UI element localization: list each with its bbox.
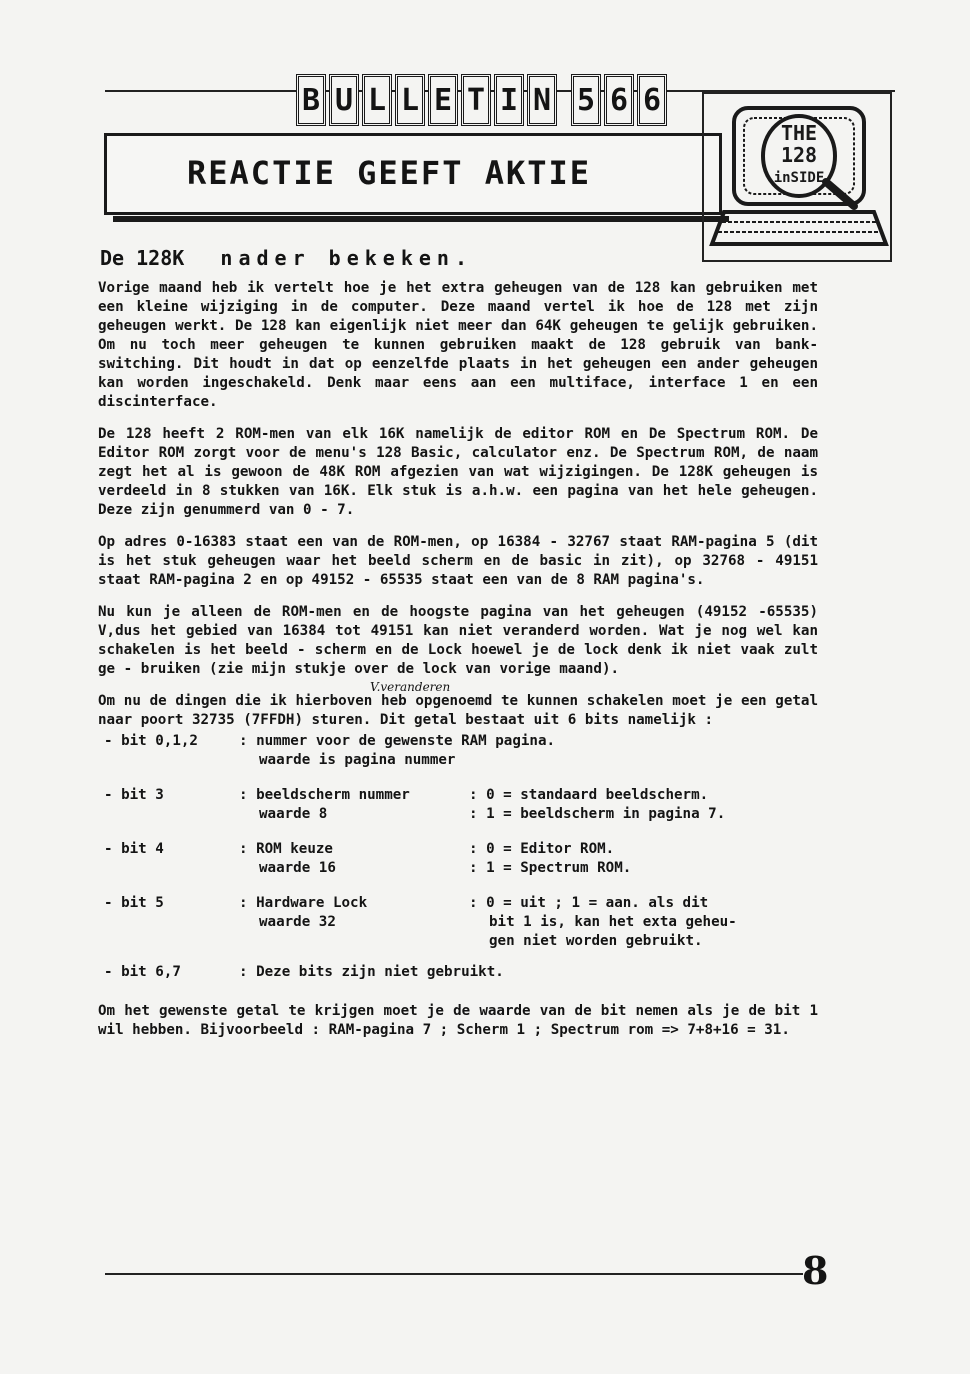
bit-value: : 0 = Editor ROM. [469, 841, 615, 857]
bit-desc-2: waarde is pagina nummer [259, 752, 456, 768]
bit-row [98, 963, 818, 982]
paragraph: De 128 heeft 2 ROM-men van elk 16K namelijk de editor ROM en De Spectrum ROM. De Editor ROM zorgt voor de menu's 128 Basic, calculator enz. De Spectrum ROM, de naam zegt het al is gewoon de 48K ROM afgezien van wat wijzigingen. De 128K geheugen is verdeeld in 8 stukken van 16K. Elk stuk is a.h.w. een pagina van het hele geheugen. Deze zijn genummerd van 0 - 7. [98, 426, 818, 518]
bit-value: : 1 = Spectrum ROM. [469, 860, 632, 876]
subhead-part1: De 128K [100, 246, 185, 270]
paragraph: Op adres 0-16383 staat een van de ROM-men, op 16384 - 32767 staat RAM-pagina 5 (dit is het stuk geheugen waar het beeld scherm en de basic in zit), op 32768 - 49151 staat RAM-pagina 2 en op 49152 - 65535 staat een van de 8 RAM pagina's. [98, 534, 818, 588]
bit-label: - bit 3 [104, 787, 164, 803]
bit-desc-2: waarde 32 [259, 914, 336, 930]
masthead-letter: B [296, 74, 326, 126]
masthead-letter: T [461, 74, 491, 126]
bit-desc-2: waarde 16 [259, 860, 336, 876]
section-banner [104, 133, 722, 215]
bit-value: : 0 = uit ; 1 = aan. als dit [469, 895, 709, 911]
subhead-part2: nader bekeken. [220, 246, 473, 270]
masthead-letter: L [362, 74, 392, 126]
bit-desc: : nummer voor de gewenste RAM pagina. [239, 733, 556, 749]
paragraph: Om nu de dingen die ik hierboven heb opgenoemd te kunnen schakelen moet je een getal naar poort 32735 (7FFDH) sturen. Dit getal bestaat uit 6 bits namelijk : [98, 693, 818, 728]
masthead-digit: 6 [637, 74, 667, 126]
bit-row [98, 786, 818, 824]
closing-paragraph: Om het gewenste getal te krijgen moet je de waarde van de bit nemen als je de bit 1 wil hebben. Bijvoorbeeld : RAM-pagina 7 ; Scherm 1 ; Spectrum rom => 7+8+16 = 31. [98, 1003, 818, 1038]
logo-the-128-inside [702, 92, 892, 262]
bit-desc: : Hardware Lock [239, 895, 368, 911]
computer-monitor-icon [704, 94, 894, 264]
bit-desc-2: waarde 8 [259, 806, 328, 822]
article-body [98, 279, 818, 1053]
bit-label: - bit 4 [104, 841, 164, 857]
logo-line1: THE [780, 121, 818, 145]
bit-value: gen niet worden gebruikt. [489, 933, 703, 949]
masthead-digit: 5 [571, 74, 601, 126]
masthead-letter: L [395, 74, 425, 126]
bit-desc: : Deze bits zijn niet gebruikt. [239, 964, 504, 980]
bit-row [98, 840, 818, 878]
paragraph: Nu kun je alleen de ROM-men en de hoogste pagina van het geheugen (49152 -65535) V,dus het gebied van 16384 tot 49151 kan niet veranderd worden. Wat je nog wel kan schakelen is het beeld - scherm en de Lock hoewel je de lock denk ik niet vaak zult ge - bruiken (zie mijn stukje over de lock van vorige maand). [98, 604, 818, 677]
bit-desc: : ROM keuze [239, 841, 333, 857]
footer-rule [105, 1273, 803, 1275]
bit-value: bit 1 is, kan het exta geheu- [489, 914, 737, 930]
logo-line3: inSIDE [773, 170, 825, 186]
page-number: 8 [802, 1248, 829, 1293]
bit-row [98, 732, 818, 770]
bit-desc: : beeldscherm nummer [239, 787, 410, 803]
handwritten-annotation: V.veranderen [370, 680, 451, 694]
article-subhead [100, 246, 473, 270]
bit-label: - bit 6,7 [104, 964, 181, 980]
masthead-letter: U [329, 74, 359, 126]
bit-row [98, 894, 818, 951]
paragraph: Vorige maand heb ik vertelt hoe je het extra geheugen van de 128 kan gebruiken met een kleine wijziging in de computer. Deze maand vertel ik hoe de 128 met zijn geheugen werkt. De 128 kan eigenlijk niet meer dan 64K geheugen te gelijk gebruiken. Om nu toch meer geheugen te kunnen gebruiken maakt de 128 gebruik van bank-switching. Dit houdt in dat op eenzelfde plaats in het geheugen een ander geheugen kan worden ingeschakeld. Denk maar eens aan een multiface, interface 1 en een discinterface. [98, 280, 818, 410]
masthead-letter: N [527, 74, 557, 126]
bit-label: - bit 0,1,2 [104, 733, 198, 749]
logo-line2: 128 [780, 143, 818, 167]
bit-table [98, 732, 818, 982]
masthead-letter: I [494, 74, 524, 126]
bit-value: : 0 = standaard beeldscherm. [469, 787, 709, 803]
masthead-letter: E [428, 74, 458, 126]
bit-label: - bit 5 [104, 895, 164, 911]
masthead-digit: 6 [604, 74, 634, 126]
masthead [296, 74, 667, 130]
bit-value: : 1 = beeldscherm in pagina 7. [469, 806, 726, 822]
section-title: REACTIE GEEFT AKTIE [187, 154, 592, 192]
